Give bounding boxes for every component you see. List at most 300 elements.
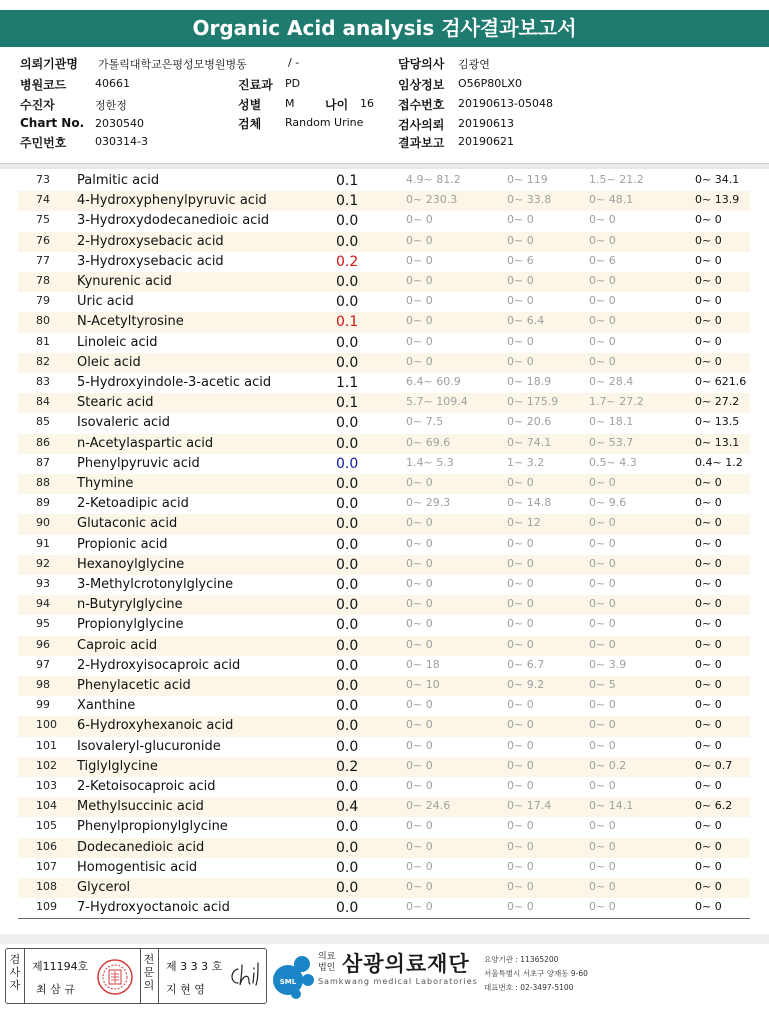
result-value: 0.0 [336,455,359,472]
reference-range-3: 1.7~ 27.2 [589,395,644,409]
analyte-name: Oleic acid [77,354,141,370]
reference-range-2: 0~ 0 [507,819,534,833]
report-footer [0,946,769,1013]
reference-range-4: 0~ 0 [695,678,722,691]
hospital-code-label: 병원코드 [20,78,67,92]
sig-divider [140,949,141,1003]
row-number: 97 [36,657,50,671]
reference-range-3: 0~ 0 [589,233,616,247]
sml-logo-text: SML [279,978,297,986]
reference-range-2: 0~ 0 [507,698,534,712]
reference-range-3: 0~ 18.1 [589,415,634,429]
inspector-vertical-char: 사 [9,966,21,979]
specialist-vertical-char: 의 [143,979,155,992]
reference-range-4: 0~ 0 [695,738,722,752]
table-row [18,373,750,393]
reference-range-1: 0~ 0 [406,516,433,530]
reference-range-1: 0~ 0 [406,819,433,833]
reference-range-3: 0~ 0 [589,536,616,550]
row-number: 99 [36,698,50,712]
table-row [18,252,750,272]
sex-label: 성별 [238,98,262,112]
patient-label: 수진자 [20,98,55,112]
row-number: 95 [36,617,50,631]
org-legal-prefix [318,952,335,974]
reference-range-3: 0~ 0 [589,859,616,873]
hospital-label: 의뢰기관명 [20,57,78,71]
requested-value: 20190613 [458,117,514,130]
reference-range-3: 0~ 3.9 [589,657,627,671]
dept-value: PD [285,77,301,90]
row-number: 76 [36,233,50,247]
chart-label: Chart No. [20,116,85,130]
section-divider [0,163,769,169]
reference-range-1: 0~ 69.6 [406,435,451,449]
reference-range-4: 0~ 0 [695,253,722,267]
result-value: 0.0 [336,496,359,513]
row-number: 89 [36,496,50,510]
reference-range-2: 0~ 33.8 [507,193,552,207]
reference-range-1: 0~ 0 [406,637,433,651]
table-bottom-rule [18,918,750,919]
row-number: 106 [36,839,57,853]
reference-range-2: 0~ 6.7 [507,657,545,671]
result-value: 0.0 [336,779,359,795]
reference-range-1: 0~ 0 [406,779,433,792]
reference-range-4: 0~ 0 [695,657,722,671]
result-value: 0.0 [336,880,359,896]
row-number: 80 [36,314,50,328]
clinical-label: 임상정보 [398,78,445,92]
hospital-value: 가톨릭대학교은평성모병원병동 [98,58,247,71]
reference-range-2: 0~ 0 [507,880,534,893]
row-number: 107 [36,859,57,873]
table-row [18,272,750,292]
reference-range-3: 0~ 0 [589,819,616,833]
seal-stamp-icon [95,957,135,997]
reference-range-2: 0~ 17.4 [507,799,552,813]
analyte-name: Palmitic acid [77,173,160,188]
id-label: 주민번호 [20,136,67,150]
row-number: 91 [36,536,50,550]
reference-range-1: 0~ 0 [406,597,433,611]
result-value: 0.0 [336,698,359,715]
footer-divider [0,934,769,944]
reference-range-3: 0~ 0 [589,314,616,328]
analyte-name: Propionylglycine [77,617,184,633]
row-number: 81 [36,334,50,348]
result-value: 0.0 [336,476,359,492]
specialist-license: 제 3 3 3 호 [166,960,223,973]
reference-range-1: 0~ 29.3 [406,496,451,510]
analyte-name: n-Acetylaspartic acid [77,435,214,451]
analyte-name: 5-Hydroxyindole-3-acetic acid [77,375,272,390]
row-number: 108 [36,880,57,893]
reference-range-3: 0~ 0 [589,839,616,853]
analyte-name: Phenylpyruvic acid [77,455,200,471]
table-row [18,333,750,353]
reference-range-2: 0~ 0 [507,334,534,348]
analyte-name: 3-Hydroxydodecanedioic acid [77,213,270,229]
row-number: 84 [36,395,50,409]
table-row [18,898,750,918]
analyte-name: Phenylpropionylglycine [77,819,228,835]
reference-range-4: 0~ 0 [695,900,722,914]
table-row [18,878,750,898]
result-value: 0.0 [336,415,359,432]
reference-range-2: 0~ 0 [507,900,534,914]
result-value: 0.0 [336,738,359,755]
reference-range-1: 0~ 0 [406,233,433,247]
reference-range-1: 0~ 0 [406,556,433,570]
reference-range-2: 0~ 0 [507,718,534,732]
reference-range-4: 0~ 0 [695,597,722,611]
row-number: 75 [36,213,50,227]
analyte-name: Methylsuccinic acid [77,799,204,815]
reference-range-4: 0~ 0 [695,718,722,732]
hospital-code-value: 40661 [95,77,130,90]
reported-label: 결과보고 [398,136,445,150]
analyte-name: Tiglylglycine [77,758,158,774]
table-row [18,757,750,777]
table-row [18,676,750,696]
analyte-name: Xanthine [77,698,136,714]
table-row [18,777,750,797]
analyte-name: n-Butyrylglycine [77,597,183,613]
reference-range-2: 0~ 14.8 [507,496,552,510]
inspector-vertical-char: 검 [9,953,21,966]
analyte-name: Stearic acid [77,395,154,411]
reference-range-3: 0~ 0 [589,556,616,570]
reference-range-4: 0~ 0.7 [695,758,733,772]
analyte-name: 3-Methylcrotonylglycine [77,577,234,592]
reference-range-1: 0~ 24.6 [406,799,451,813]
table-row [18,595,750,615]
requested-label: 검사의뢰 [398,118,445,132]
reference-range-3: 0~ 0 [589,354,616,368]
result-value: 0.0 [336,839,359,856]
reference-range-4: 0~ 0 [695,577,722,590]
table-row [18,191,750,211]
table-row [18,393,750,413]
reference-range-1: 0~ 230.3 [406,193,458,207]
result-value: 0.0 [336,859,359,876]
analyte-name: Propionic acid [77,536,168,552]
specimen-label: 검체 [238,117,262,131]
age-value: 16 [360,97,374,110]
reference-range-4: 0~ 0 [695,698,722,712]
sig-divider [24,949,25,1003]
table-row [18,312,750,332]
reference-range-3: 0~ 9.6 [589,496,627,510]
reference-range-4: 0~ 0 [695,859,722,873]
reference-range-3: 0~ 53.7 [589,435,634,449]
reference-range-1: 0~ 0 [406,577,433,590]
analyte-name: Phenylacetic acid [77,678,191,693]
reference-range-2: 0~ 74.1 [507,435,552,449]
reference-range-1: 0~ 0 [406,536,433,550]
receipt-value: 20190613-05048 [458,97,553,110]
reference-range-3: 0~ 0 [589,880,616,893]
analyte-name: Thymine [77,476,134,491]
org-code: 요양기관 : 11365200 [484,955,559,964]
reference-range-2: 0~ 6 [507,253,534,267]
reference-range-3: 0~ 5 [589,678,616,691]
dept-slash: / - [288,56,300,69]
analyte-name: Glutaconic acid [77,516,178,532]
reference-range-4: 0.4~ 1.2 [695,455,743,469]
reference-range-4: 0~ 0 [695,233,722,247]
reference-range-1: 0~ 0 [406,354,433,368]
result-value: 0.0 [336,657,359,674]
table-row [18,171,750,191]
reference-range-3: 1.5~ 21.2 [589,173,644,186]
reference-range-1: 0~ 0 [406,758,433,772]
reference-range-3: 0~ 28.4 [589,375,634,388]
result-value: 0.0 [336,637,359,654]
reference-range-3: 0~ 0 [589,334,616,348]
reference-range-4: 0~ 0 [695,779,722,792]
table-row [18,535,750,555]
row-number: 74 [36,193,50,207]
analyte-name: 7-Hydroxyoctanoic acid [77,900,230,916]
reference-range-4: 0~ 13.5 [695,415,740,429]
reference-range-1: 0~ 7.5 [406,415,444,429]
result-value: 0.0 [336,718,359,735]
patient-value: 정한정 [95,99,127,112]
reference-range-3: 0~ 0 [589,294,616,308]
dept-label: 진료과 [238,78,273,92]
reference-range-4: 0~ 0 [695,213,722,227]
reported-value: 20190621 [458,135,514,148]
row-number: 77 [36,253,50,267]
reference-range-1: 0~ 0 [406,334,433,348]
handwritten-signature-icon [228,959,264,989]
reference-range-2: 0~ 0 [507,779,534,792]
table-row [18,737,750,757]
reference-range-1: 0~ 0 [406,294,433,308]
row-number: 86 [36,435,50,449]
row-number: 98 [36,678,50,691]
reference-range-4: 0~ 0 [695,516,722,530]
inspector-name: 최 삼 규 [36,983,75,996]
table-row [18,838,750,858]
result-value: 0.0 [336,354,359,371]
reference-range-4: 0~ 0 [695,637,722,651]
reference-range-2: 0~ 0 [507,758,534,772]
reference-range-2: 0~ 0 [507,294,534,308]
analyte-name: Linoleic acid [77,334,158,350]
table-row [18,353,750,373]
reference-range-1: 0~ 0 [406,213,433,227]
reference-range-2: 0~ 0 [507,556,534,570]
org-english-name: Samkwang medical Laboratories [318,977,478,986]
result-value: 0.0 [336,213,359,230]
reference-range-4: 0~ 0 [695,274,722,287]
reference-range-4: 0~ 0 [695,819,722,833]
reference-range-3: 0~ 0 [589,779,616,792]
reference-range-1: 0~ 0 [406,314,433,328]
reference-range-4: 0~ 0 [695,617,722,631]
table-row [18,858,750,878]
row-number: 109 [36,900,57,914]
table-row [18,211,750,231]
sml-logo-icon [272,950,316,1000]
reference-range-2: 1~ 3.2 [507,455,545,469]
reference-range-4: 0~ 0 [695,314,722,328]
reference-range-1: 0~ 10 [406,678,440,691]
doctor-value: 김광연 [458,58,490,71]
reference-range-3: 0~ 0 [589,637,616,651]
reference-range-4: 0~ 0 [695,354,722,368]
reference-range-3: 0~ 0 [589,698,616,712]
inspector-license: 제11194호 [32,960,89,973]
reference-range-3: 0~ 0 [589,274,616,287]
org-address: 서울특별시 서초구 양재동 9-60 [484,969,588,978]
reference-range-2: 0~ 0 [507,597,534,611]
reference-range-3: 0~ 0 [589,718,616,732]
analyte-name: Uric acid [77,294,134,310]
row-number: 73 [36,173,50,186]
table-row [18,797,750,817]
row-number: 94 [36,597,50,611]
reference-range-2: 0~ 0 [507,738,534,752]
row-number: 101 [36,738,57,752]
row-number: 82 [36,354,50,368]
result-value: 1.1 [336,375,359,391]
reference-range-3: 0~ 0 [589,213,616,227]
reference-range-2: 0~ 175.9 [507,395,559,409]
result-value: 0.0 [336,274,359,290]
reference-range-4: 0~ 0 [695,556,722,570]
reference-range-2: 0~ 0 [507,637,534,651]
analyte-name: Kynurenic acid [77,274,172,289]
reference-range-1: 0~ 0 [406,274,433,287]
org-name: 삼광의료재단 [342,952,470,976]
analyte-name: 2-Hydroxyisocaproic acid [77,657,241,673]
table-row [18,514,750,534]
reference-range-1: 0~ 0 [406,880,433,893]
analyte-name: Caproic acid [77,637,158,653]
result-value: 0.4 [336,799,359,816]
row-number: 78 [36,274,50,287]
table-row [18,696,750,716]
reference-range-4: 0~ 0 [695,536,722,550]
reference-range-4: 0~ 0 [695,839,722,853]
reference-range-1: 0~ 0 [406,253,433,267]
reference-range-2: 0~ 0 [507,213,534,227]
table-row [18,575,750,595]
reference-range-2: 0~ 0 [507,476,534,489]
clinical-value: O56P80LX0 [458,77,522,90]
result-value: 0.0 [336,233,359,250]
reference-range-3: 0~ 0 [589,900,616,914]
row-number: 103 [36,779,57,792]
reference-range-2: 0~ 0 [507,839,534,853]
reference-range-4: 0~ 34.1 [695,173,740,186]
table-row [18,615,750,635]
reference-range-1: 4.9~ 81.2 [406,173,461,186]
specialist-vertical-label [142,953,156,992]
result-value: 0.1 [336,314,359,331]
result-value: 0.0 [336,900,359,917]
row-number: 100 [36,718,57,732]
analyte-name: Isovaleric acid [77,415,171,431]
reference-range-2: 0~ 20.6 [507,415,552,429]
table-row [18,716,750,736]
row-number: 88 [36,476,50,489]
result-value: 0.1 [336,193,359,210]
doctor-label: 담당의사 [398,57,445,71]
result-value: 0.2 [336,758,359,775]
analyte-name: Isovaleryl-glucuronide [77,738,221,754]
result-value: 0.0 [336,597,359,614]
reference-range-2: 0~ 6.4 [507,314,545,328]
table-row [18,555,750,575]
sex-value: M [285,97,295,110]
row-number: 87 [36,455,50,469]
patient-info-section [20,55,760,155]
row-number: 102 [36,758,57,772]
result-value: 0.1 [336,395,359,412]
table-row [18,434,750,454]
reference-range-3: 0~ 48.1 [589,193,634,207]
reference-range-1: 0~ 18 [406,657,440,671]
reference-range-2: 0~ 12 [507,516,541,530]
analyte-name: 2-Ketoisocaproic acid [77,779,216,794]
analyte-name: N-Acetyltyrosine [77,314,184,330]
specialist-vertical-char: 전 [143,953,155,966]
table-row [18,474,750,494]
analyte-name: 3-Hydroxysebacic acid [77,253,224,269]
row-number: 93 [36,577,50,590]
report-title: Organic Acid analysis 검사결과보고서 [0,10,769,47]
row-number: 96 [36,637,50,651]
result-value: 0.0 [336,536,359,553]
reference-range-4: 0~ 13.9 [695,193,740,207]
inspector-vertical-label [8,953,22,992]
reference-range-3: 0~ 0 [589,476,616,489]
result-value: 0.0 [336,435,359,452]
reference-range-4: 0~ 27.2 [695,395,740,409]
reference-range-1: 0~ 0 [406,718,433,732]
reference-range-1: 0~ 0 [406,859,433,873]
reference-range-1: 6.4~ 60.9 [406,375,461,388]
reference-range-2: 0~ 0 [507,274,534,287]
table-row [18,413,750,433]
result-value: 0.0 [336,516,359,533]
results-table [0,171,769,919]
result-value: 0.0 [336,294,359,311]
specialist-vertical-char: 문 [143,966,155,979]
reference-range-2: 0~ 119 [507,173,548,186]
reference-range-1: 0~ 0 [406,617,433,631]
receipt-label: 접수번호 [398,98,445,112]
reference-range-3: 0~ 0 [589,738,616,752]
reference-range-4: 0~ 0 [695,880,722,893]
result-value: 0.0 [336,556,359,573]
result-value: 0.0 [336,577,359,593]
specimen-value: Random Urine [285,116,364,129]
reference-range-2: 0~ 9.2 [507,678,545,691]
reference-range-3: 0.5~ 4.3 [589,455,637,469]
reference-range-2: 0~ 0 [507,859,534,873]
row-number: 92 [36,556,50,570]
reference-range-4: 0~ 0 [695,334,722,348]
chart-value: 2030540 [95,117,144,130]
reference-range-3: 0~ 6 [589,253,616,267]
table-row [18,454,750,474]
